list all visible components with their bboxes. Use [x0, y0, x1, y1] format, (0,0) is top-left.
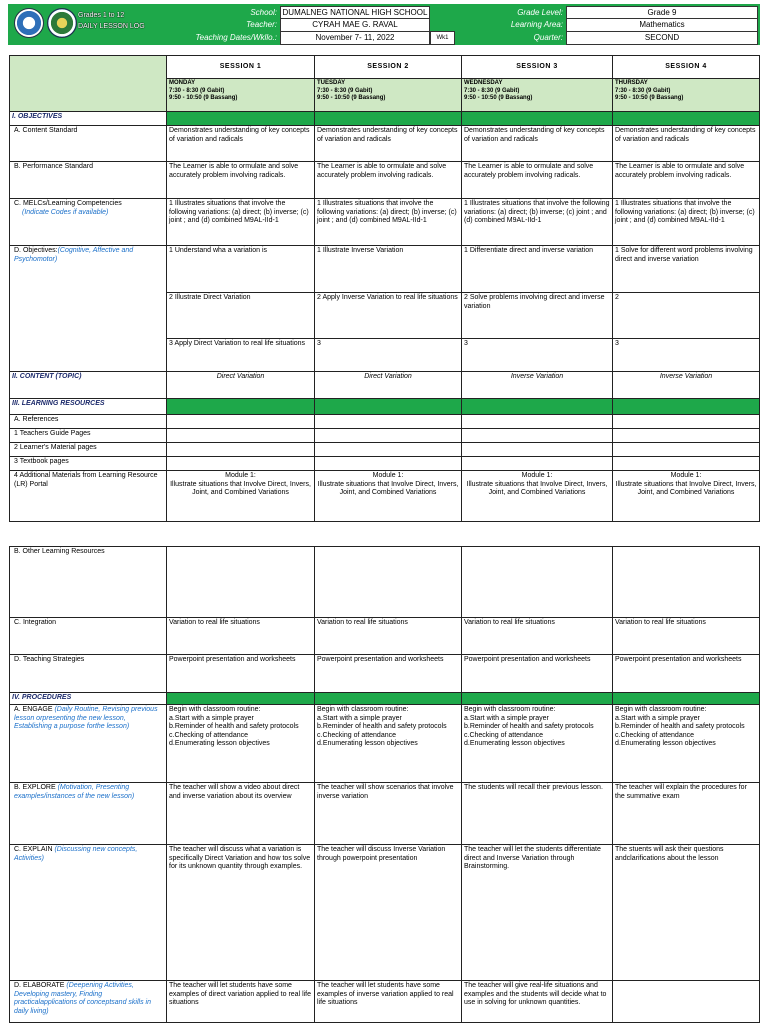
elaborate-cell: The teacher will let students have some examples of direct variation applied to real life situations [167, 981, 315, 1023]
objective-1-cell: 1 Solve for different word problems involving direct and inverse variation [613, 246, 760, 293]
integration-cell: Variation to real life situations [315, 618, 462, 655]
explain-cell: The teacher will discuss what a variation is specifically Direct Variation and how tos solve for its unknown quantity through examples. [167, 845, 315, 981]
procedures-heading: IV. PROCEDURES [10, 693, 167, 705]
performance-standard-label: B. Performance Standard [10, 162, 167, 199]
session-1-schedule: MONDAY 7:30 - 8:30 (9 Gabit) 9:50 - 10:50 (9 Bassang) [167, 79, 315, 112]
module-cell: Module 1: Illustrate situations that Involve Direct, Invers, Joint, and Combined Variations [613, 471, 760, 522]
strategies-cell: Powerpoint presentation and worksheets [315, 655, 462, 693]
melcs-cell: 1 Illustrates situations that involve the following variations: (a) direct; (b) inverse; (c) joint ; and (d) combined M9AL-IId-1 [315, 199, 462, 246]
session-2-schedule: TUESDAY 7:30 - 8:30 (9 Gabit) 9:50 - 10:50 (9 Bassang) [315, 79, 462, 112]
objective-2-cell: 2 [613, 293, 760, 339]
engage-cell: Begin with classroom routine: a.Start with a simple prayer b.Reminder of health and safety protocols c.Checking of attendance d.Enumerating lesson objectives [315, 705, 462, 783]
engage-cell: Begin with classroom routine: a.Start with a simple prayer b.Reminder of health and safety protocols c.Checking of attendance d.Enumerating lesson objectives [613, 705, 760, 783]
references-label: A. References [10, 415, 167, 429]
session-1-title: SESSION 1 [167, 56, 315, 79]
content-standard-cell: Demonstrates understanding of key concepts of variation and radicals [613, 126, 760, 162]
elaborate-cell [613, 981, 760, 1023]
engage-cell: Begin with classroom routine: a.Start with a simple prayer b.Reminder of health and safety protocols c.Checking of attendance d.Enumerating lesson objectives [462, 705, 613, 783]
lr-portal-label: 4 Additional Materials from Learning Resource (LR) Portal [10, 471, 167, 522]
explore-cell: The teacher will show scenarios that involve inverse variation [315, 783, 462, 845]
integration-cell: Variation to real life situations [462, 618, 613, 655]
textbook-label: 3 Textbook pages [10, 457, 167, 471]
elaborate-cell: The teacher will let students have some examples of inverse variation applied to real life situations [315, 981, 462, 1023]
objective-2-cell: 2 Illustrate Direct Variation [167, 293, 315, 339]
explore-cell: The teacher will show a video about direct and inverse variation about its overview [167, 783, 315, 845]
tg-label: 1 Teachers Guide Pages [10, 429, 167, 443]
title-line-2: DAILY LESSON LOG [78, 23, 145, 30]
performance-standard-cell: The Learner is able to ormulate and solve accurately problem involving radicals. [315, 162, 462, 199]
content-standard-label: A. Content Standard [10, 126, 167, 162]
grade-value: Grade 9 [566, 6, 758, 20]
week-value: Wk1 [430, 31, 455, 45]
objective-2-cell: 2 Apply Inverse Variation to real life situations [315, 293, 462, 339]
objective-2-cell: 2 Solve problems involving direct and inverse variation [462, 293, 613, 339]
topic-cell: Direct Variation [167, 372, 315, 399]
module-cell: Module 1: Illustrate situations that Involve Direct, Invers, Joint, and Combined Variations [167, 471, 315, 522]
explore-label: B. EXPLORE (Motivation, Presenting examples/instances of the new lesson) [10, 783, 167, 845]
title-line-1: Grades 1 to 12 [78, 12, 125, 19]
elaborate-label: D. ELABORATE (Deepening Activities, Developing mastery, Finding practicalapplications of conceptsand skills in daily living) [10, 981, 167, 1023]
objective-1-cell: 1 Differentiate direct and inverse variation [462, 246, 613, 293]
objective-3-cell: 3 [613, 339, 760, 372]
lesson-log-table [9, 55, 760, 522]
dates-value: November 7- 11, 2022 [280, 31, 430, 45]
session-2-title: SESSION 2 [315, 56, 462, 79]
session-4-schedule: THURSDAY 7:30 - 8:30 (9 Gabit) 9:50 - 10:50 (9 Bassang) [613, 79, 760, 112]
content-standard-cell: Demonstrates understanding of key concepts of variation and radicals [167, 126, 315, 162]
explore-cell: The teacher will explain the procedures for the summative exam [613, 783, 760, 845]
topic-cell: Inverse Variation [613, 372, 760, 399]
deped-seal-logo [14, 8, 44, 38]
objectives-d-label: D. Objectives:(Cognitive, Affective and Psychomotor) [10, 246, 167, 372]
performance-standard-cell: The Learner is able to ormulate and solve accurately problem involving radicals. [167, 162, 315, 199]
melcs-cell: 1 Illustrates situations that involve the following variations: (a) direct; (b) inverse; (c) joint ; and (d) combined M9AL-IId-1 [167, 199, 315, 246]
objective-3-cell: 3 Apply Direct Variation to real life situations [167, 339, 315, 372]
integration-cell: Variation to real life situations [613, 618, 760, 655]
strategies-cell: Powerpoint presentation and worksheets [613, 655, 760, 693]
module-cell: Module 1: Illustrate situations that Involve Direct, Invers, Joint, and Combined Variations [315, 471, 462, 522]
area-value: Mathematics [566, 18, 758, 32]
content-standard-cell: Demonstrates understanding of key concepts of variation and radicals [315, 126, 462, 162]
integration-label: C. Integration [10, 618, 167, 655]
other-resources-label: B. Other Learning Resources [10, 547, 167, 618]
objective-3-cell: 3 [462, 339, 613, 372]
melcs-cell: 1 Illustrates situations that involve the following variations: (a) direct; (b) inverse; (c) joint ; and (d) combined M9AL-IId-1 [462, 199, 613, 246]
session-3-schedule: WEDNESDAY 7:30 - 8:30 (9 Gabit) 9:50 - 10:50 (9 Bassang) [462, 79, 613, 112]
objective-3-cell: 3 [315, 339, 462, 372]
grade-label: Grade Level: [517, 8, 563, 17]
objective-1-cell: 1 Illustrate Inverse Variation [315, 246, 462, 293]
school-seal-logo [47, 8, 77, 38]
melcs-cell: 1 Illustrates situations that involve the following variations: (a) direct; (b) inverse; (c) joint ; and (d) combined M9AL-IId-1 [613, 199, 760, 246]
quarter-value: SECOND [566, 31, 758, 45]
session-3-title: SESSION 3 [462, 56, 613, 79]
lesson-log-table-continued [9, 546, 760, 1023]
engage-cell: Begin with classroom routine: a.Start with a simple prayer b.Reminder of health and safety protocols c.Checking of attendance d.Enumerating lesson objectives [167, 705, 315, 783]
corner-cell [10, 56, 167, 112]
engage-label: A. ENGAGE (Daily Routine, Revising previous lesson orpresenting the new lesson, Establishing a purpose forthe lesson) [10, 705, 167, 783]
quarter-label: Quarter: [533, 33, 563, 42]
topic-cell: Direct Variation [315, 372, 462, 399]
explore-cell: The students will recall their previous lesson. [462, 783, 613, 845]
content-standard-cell: Demonstrates understanding of key concepts of variation and radicals [462, 126, 613, 162]
objective-1-cell: 1 Understand wha a variation is [167, 246, 315, 293]
teacher-value: CYRAH MAE G. RAVAL [280, 18, 430, 32]
elaborate-cell: The teacher will give real-life situations and examples and the students will decide what to use in solving for unknown quantities. [462, 981, 613, 1023]
strategies-cell: Powerpoint presentation and worksheets [167, 655, 315, 693]
performance-standard-cell: The Learner is able to ormulate and solve accurately problem involving radicals. [613, 162, 760, 199]
school-value: DUMALNEG NATIONAL HIGH SCHOOL [280, 6, 430, 20]
explain-label: C. EXPLAIN (Discussing new concepts, Activities) [10, 845, 167, 981]
performance-standard-cell: The Learner is able to ormulate and solve accurately problem involving radicals. [462, 162, 613, 199]
explain-cell: The stuents will ask their questions andclarifications about the lesson [613, 845, 760, 981]
integration-cell: Variation to real life situations [167, 618, 315, 655]
strategies-cell: Powerpoint presentation and worksheets [462, 655, 613, 693]
session-4-title: SESSION 4 [613, 56, 760, 79]
explain-cell: The teacher will discuss Inverse Variation through powerpoint presentation [315, 845, 462, 981]
explain-cell: The teacher will let the students differentiate direct and Inverse Variation through Brainstorming. [462, 845, 613, 981]
objectives-heading: I. OBJECTIVES [10, 112, 167, 126]
teacher-label: Teacher: [246, 20, 277, 29]
topic-cell: Inverse Variation [462, 372, 613, 399]
school-label: School: [250, 8, 277, 17]
module-cell: Module 1: Illustrate situations that Involve Direct, Invers, Joint, and Combined Variations [462, 471, 613, 522]
melcs-label: C. MELCs/Learning Competencies (Indicate Codes if available) [10, 199, 167, 246]
strategies-label: D. Teaching Strategies [10, 655, 167, 693]
dates-label: Teaching Dates/Wkllo.: [195, 33, 277, 42]
content-topic-label: II. CONTENT (TOPIC) [10, 372, 167, 399]
lm-label: 2 Learner's Material pages [10, 443, 167, 457]
area-label: Learning Area: [510, 20, 563, 29]
resources-heading: III. LEARNING RESOURCES [10, 399, 167, 415]
